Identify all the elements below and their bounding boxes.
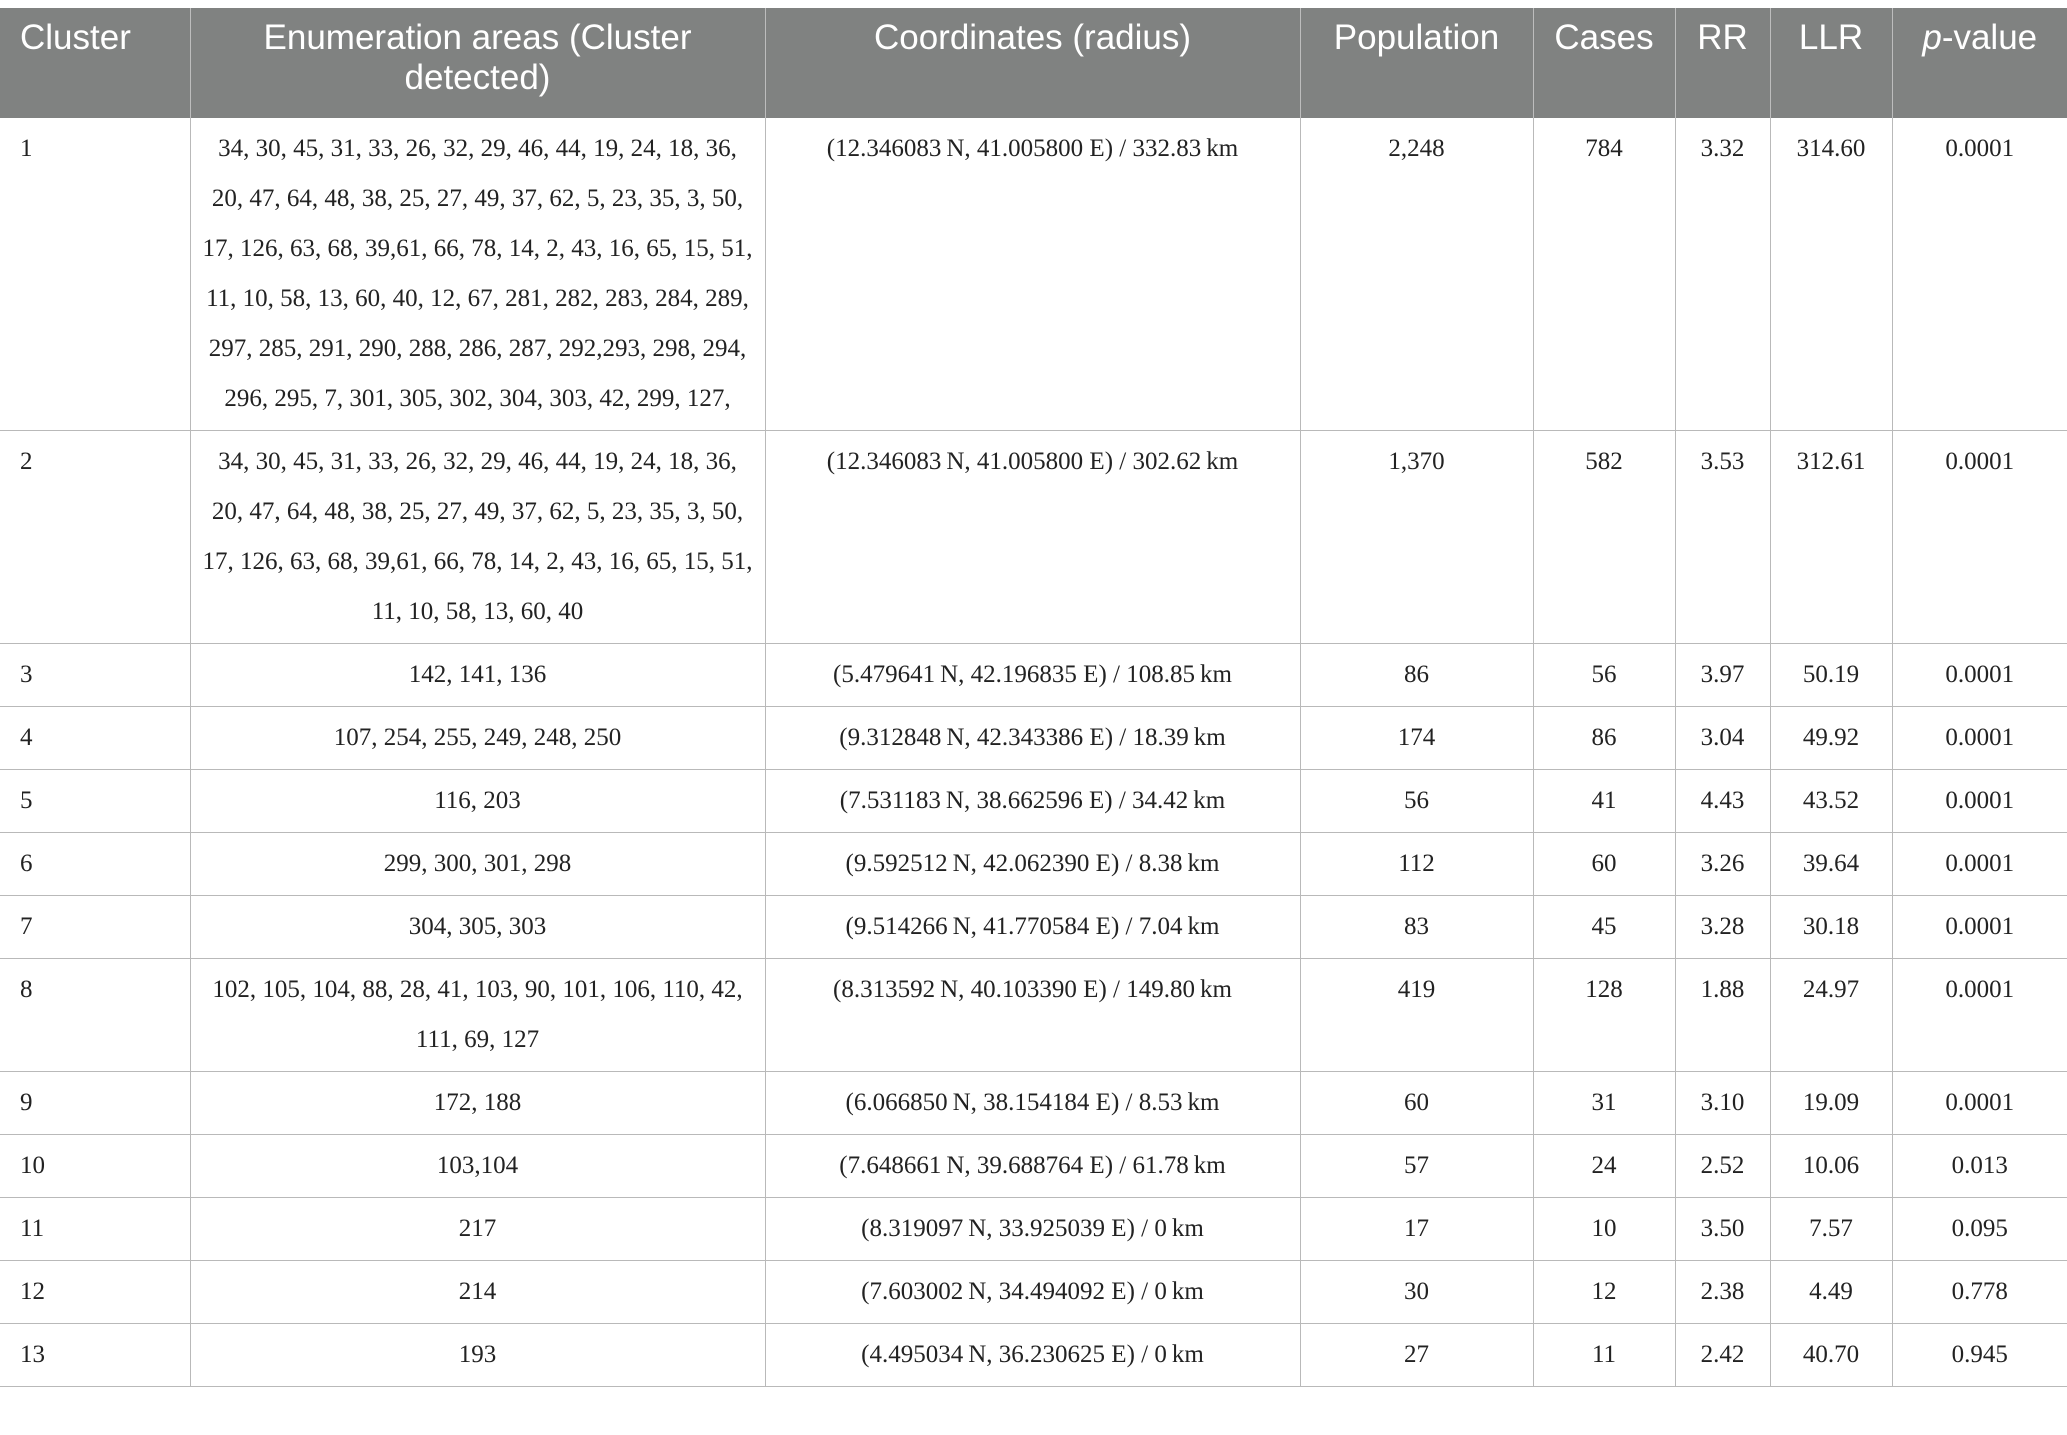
header-llr: LLR	[1770, 8, 1892, 118]
cell-cluster: 4	[0, 707, 190, 770]
cell-p-value: 0.0001	[1892, 118, 2067, 431]
cell-p-value: 0.0001	[1892, 833, 2067, 896]
cell-enumeration-areas: 116, 203	[190, 770, 765, 833]
cell-llr: 4.49	[1770, 1261, 1892, 1324]
cell-rr: 4.43	[1675, 770, 1770, 833]
header-rr: RR	[1675, 8, 1770, 118]
cell-population: 17	[1300, 1198, 1533, 1261]
cell-p-value: 0.0001	[1892, 959, 2067, 1072]
cell-cases: 45	[1533, 896, 1675, 959]
cell-llr: 24.97	[1770, 959, 1892, 1072]
cell-population: 27	[1300, 1324, 1533, 1387]
cell-rr: 3.10	[1675, 1072, 1770, 1135]
cell-cases: 31	[1533, 1072, 1675, 1135]
cell-p-value: 0.013	[1892, 1135, 2067, 1198]
table-row	[0, 644, 2067, 707]
table-row	[0, 1072, 2067, 1135]
cell-enumeration-areas: 34, 30, 45, 31, 33, 26, 32, 29, 46, 44, 19, 24, 18, 36, 20, 47, 64, 48, 38, 25, 27, 49, 37, 62, 5, 23, 35, 3, 50, 17, 126, 63, 68, 39,61, 66, 78, 14, 2, 43, 16, 65, 15, 51, 11, 10, 58, 13, 60, 40, 12, 67, 281, 282, 283, 284, 289, 297, 285, 291, 290, 288, 286, 287, 292,293, 298, 294, 296, 295, 7, 301, 305, 302, 304, 303, 42, 299, 127,	[190, 118, 765, 431]
cell-rr: 1.88	[1675, 959, 1770, 1072]
cell-rr: 3.32	[1675, 118, 1770, 431]
cell-enumeration-areas: 193	[190, 1324, 765, 1387]
cell-p-value: 0.778	[1892, 1261, 2067, 1324]
cell-rr: 3.50	[1675, 1198, 1770, 1261]
table-header	[0, 8, 2067, 118]
cell-p-value: 0.0001	[1892, 896, 2067, 959]
cell-cluster: 9	[0, 1072, 190, 1135]
cell-rr: 2.52	[1675, 1135, 1770, 1198]
cell-cases: 56	[1533, 644, 1675, 707]
cell-p-value: 0.0001	[1892, 431, 2067, 644]
cell-cases: 784	[1533, 118, 1675, 431]
cell-cases: 128	[1533, 959, 1675, 1072]
cell-population: 86	[1300, 644, 1533, 707]
cell-llr: 43.52	[1770, 770, 1892, 833]
cell-coordinates: (7.531183 N, 38.662596 E) / 34.42 km	[765, 770, 1300, 833]
cell-coordinates: (8.313592 N, 40.103390 E) / 149.80 km	[765, 959, 1300, 1072]
table-row	[0, 1324, 2067, 1387]
cell-cluster: 13	[0, 1324, 190, 1387]
cell-cluster: 5	[0, 770, 190, 833]
cell-cases: 12	[1533, 1261, 1675, 1324]
cell-rr: 2.42	[1675, 1324, 1770, 1387]
header-cluster: Cluster	[0, 8, 190, 118]
table-row	[0, 431, 2067, 644]
cell-cluster: 2	[0, 431, 190, 644]
cell-cases: 86	[1533, 707, 1675, 770]
cell-rr: 3.28	[1675, 896, 1770, 959]
cell-llr: 40.70	[1770, 1324, 1892, 1387]
cell-llr: 49.92	[1770, 707, 1892, 770]
cell-rr: 3.04	[1675, 707, 1770, 770]
cell-cluster: 11	[0, 1198, 190, 1261]
cell-enumeration-areas: 214	[190, 1261, 765, 1324]
table-row	[0, 118, 2067, 431]
cell-population: 112	[1300, 833, 1533, 896]
header-p-suffix: -value	[1941, 18, 2038, 57]
table-row	[0, 707, 2067, 770]
cell-cluster: 3	[0, 644, 190, 707]
cell-cases: 41	[1533, 770, 1675, 833]
cell-coordinates: (5.479641 N, 42.196835 E) / 108.85 km	[765, 644, 1300, 707]
cluster-table	[0, 8, 2067, 1387]
cell-cases: 10	[1533, 1198, 1675, 1261]
cell-coordinates: (7.603002 N, 34.494092 E) / 0 km	[765, 1261, 1300, 1324]
table-row	[0, 1198, 2067, 1261]
cell-cluster: 12	[0, 1261, 190, 1324]
cell-rr: 3.97	[1675, 644, 1770, 707]
cell-rr: 3.26	[1675, 833, 1770, 896]
cell-llr: 314.60	[1770, 118, 1892, 431]
table-body	[0, 118, 2067, 1387]
cell-cluster: 8	[0, 959, 190, 1072]
cell-population: 174	[1300, 707, 1533, 770]
cell-llr: 30.18	[1770, 896, 1892, 959]
cell-population: 2,248	[1300, 118, 1533, 431]
cell-rr: 2.38	[1675, 1261, 1770, 1324]
cell-coordinates: (4.495034 N, 36.230625 E) / 0 km	[765, 1324, 1300, 1387]
cell-population: 56	[1300, 770, 1533, 833]
cell-cases: 582	[1533, 431, 1675, 644]
cell-enumeration-areas: 103,104	[190, 1135, 765, 1198]
cell-enumeration-areas: 107, 254, 255, 249, 248, 250	[190, 707, 765, 770]
cell-population: 83	[1300, 896, 1533, 959]
cell-p-value: 0.0001	[1892, 770, 2067, 833]
cell-rr: 3.53	[1675, 431, 1770, 644]
header-enumeration-areas: Enumeration areas (Cluster detected)	[190, 8, 765, 118]
cell-llr: 312.61	[1770, 431, 1892, 644]
cell-coordinates: (7.648661 N, 39.688764 E) / 61.78 km	[765, 1135, 1300, 1198]
cell-enumeration-areas: 304, 305, 303	[190, 896, 765, 959]
cell-p-value: 0.095	[1892, 1198, 2067, 1261]
cell-llr: 50.19	[1770, 644, 1892, 707]
cell-llr: 10.06	[1770, 1135, 1892, 1198]
cell-llr: 19.09	[1770, 1072, 1892, 1135]
cell-enumeration-areas: 299, 300, 301, 298	[190, 833, 765, 896]
cell-p-value: 0.0001	[1892, 707, 2067, 770]
cell-population: 419	[1300, 959, 1533, 1072]
cell-llr: 7.57	[1770, 1198, 1892, 1261]
cell-enumeration-areas: 34, 30, 45, 31, 33, 26, 32, 29, 46, 44, 19, 24, 18, 36, 20, 47, 64, 48, 38, 25, 27, 49, 37, 62, 5, 23, 35, 3, 50, 17, 126, 63, 68, 39,61, 66, 78, 14, 2, 43, 16, 65, 15, 51, 11, 10, 58, 13, 60, 40	[190, 431, 765, 644]
table-row	[0, 959, 2067, 1072]
cell-enumeration-areas: 142, 141, 136	[190, 644, 765, 707]
cell-p-value: 0.945	[1892, 1324, 2067, 1387]
table-row	[0, 1261, 2067, 1324]
cell-population: 60	[1300, 1072, 1533, 1135]
table-row	[0, 833, 2067, 896]
cell-cluster: 6	[0, 833, 190, 896]
cell-cases: 11	[1533, 1324, 1675, 1387]
header-p-value	[1892, 8, 2067, 118]
cell-enumeration-areas: 217	[190, 1198, 765, 1261]
header-row	[0, 8, 2067, 118]
cell-population: 30	[1300, 1261, 1533, 1324]
cell-coordinates: (9.592512 N, 42.062390 E) / 8.38 km	[765, 833, 1300, 896]
cell-llr: 39.64	[1770, 833, 1892, 896]
header-population: Population	[1300, 8, 1533, 118]
cell-cluster: 10	[0, 1135, 190, 1198]
table-row	[0, 770, 2067, 833]
cell-cases: 60	[1533, 833, 1675, 896]
cell-p-value: 0.0001	[1892, 644, 2067, 707]
cell-cluster: 7	[0, 896, 190, 959]
header-cases: Cases	[1533, 8, 1675, 118]
header-coordinates: Coordinates (radius)	[765, 8, 1300, 118]
cell-coordinates: (12.346083 N, 41.005800 E) / 332.83 km	[765, 118, 1300, 431]
cell-population: 1,370	[1300, 431, 1533, 644]
cell-population: 57	[1300, 1135, 1533, 1198]
cell-enumeration-areas: 102, 105, 104, 88, 28, 41, 103, 90, 101, 106, 110, 42, 111, 69, 127	[190, 959, 765, 1072]
cell-p-value: 0.0001	[1892, 1072, 2067, 1135]
cell-enumeration-areas: 172, 188	[190, 1072, 765, 1135]
cell-coordinates: (9.312848 N, 42.343386 E) / 18.39 km	[765, 707, 1300, 770]
cell-coordinates: (8.319097 N, 33.925039 E) / 0 km	[765, 1198, 1300, 1261]
cell-cases: 24	[1533, 1135, 1675, 1198]
cell-coordinates: (6.066850 N, 38.154184 E) / 8.53 km	[765, 1072, 1300, 1135]
table-row	[0, 896, 2067, 959]
table-row	[0, 1135, 2067, 1198]
cell-coordinates: (12.346083 N, 41.005800 E) / 302.62 km	[765, 431, 1300, 644]
header-p-italic: p	[1922, 18, 1942, 57]
cell-cluster: 1	[0, 118, 190, 431]
cell-coordinates: (9.514266 N, 41.770584 E) / 7.04 km	[765, 896, 1300, 959]
